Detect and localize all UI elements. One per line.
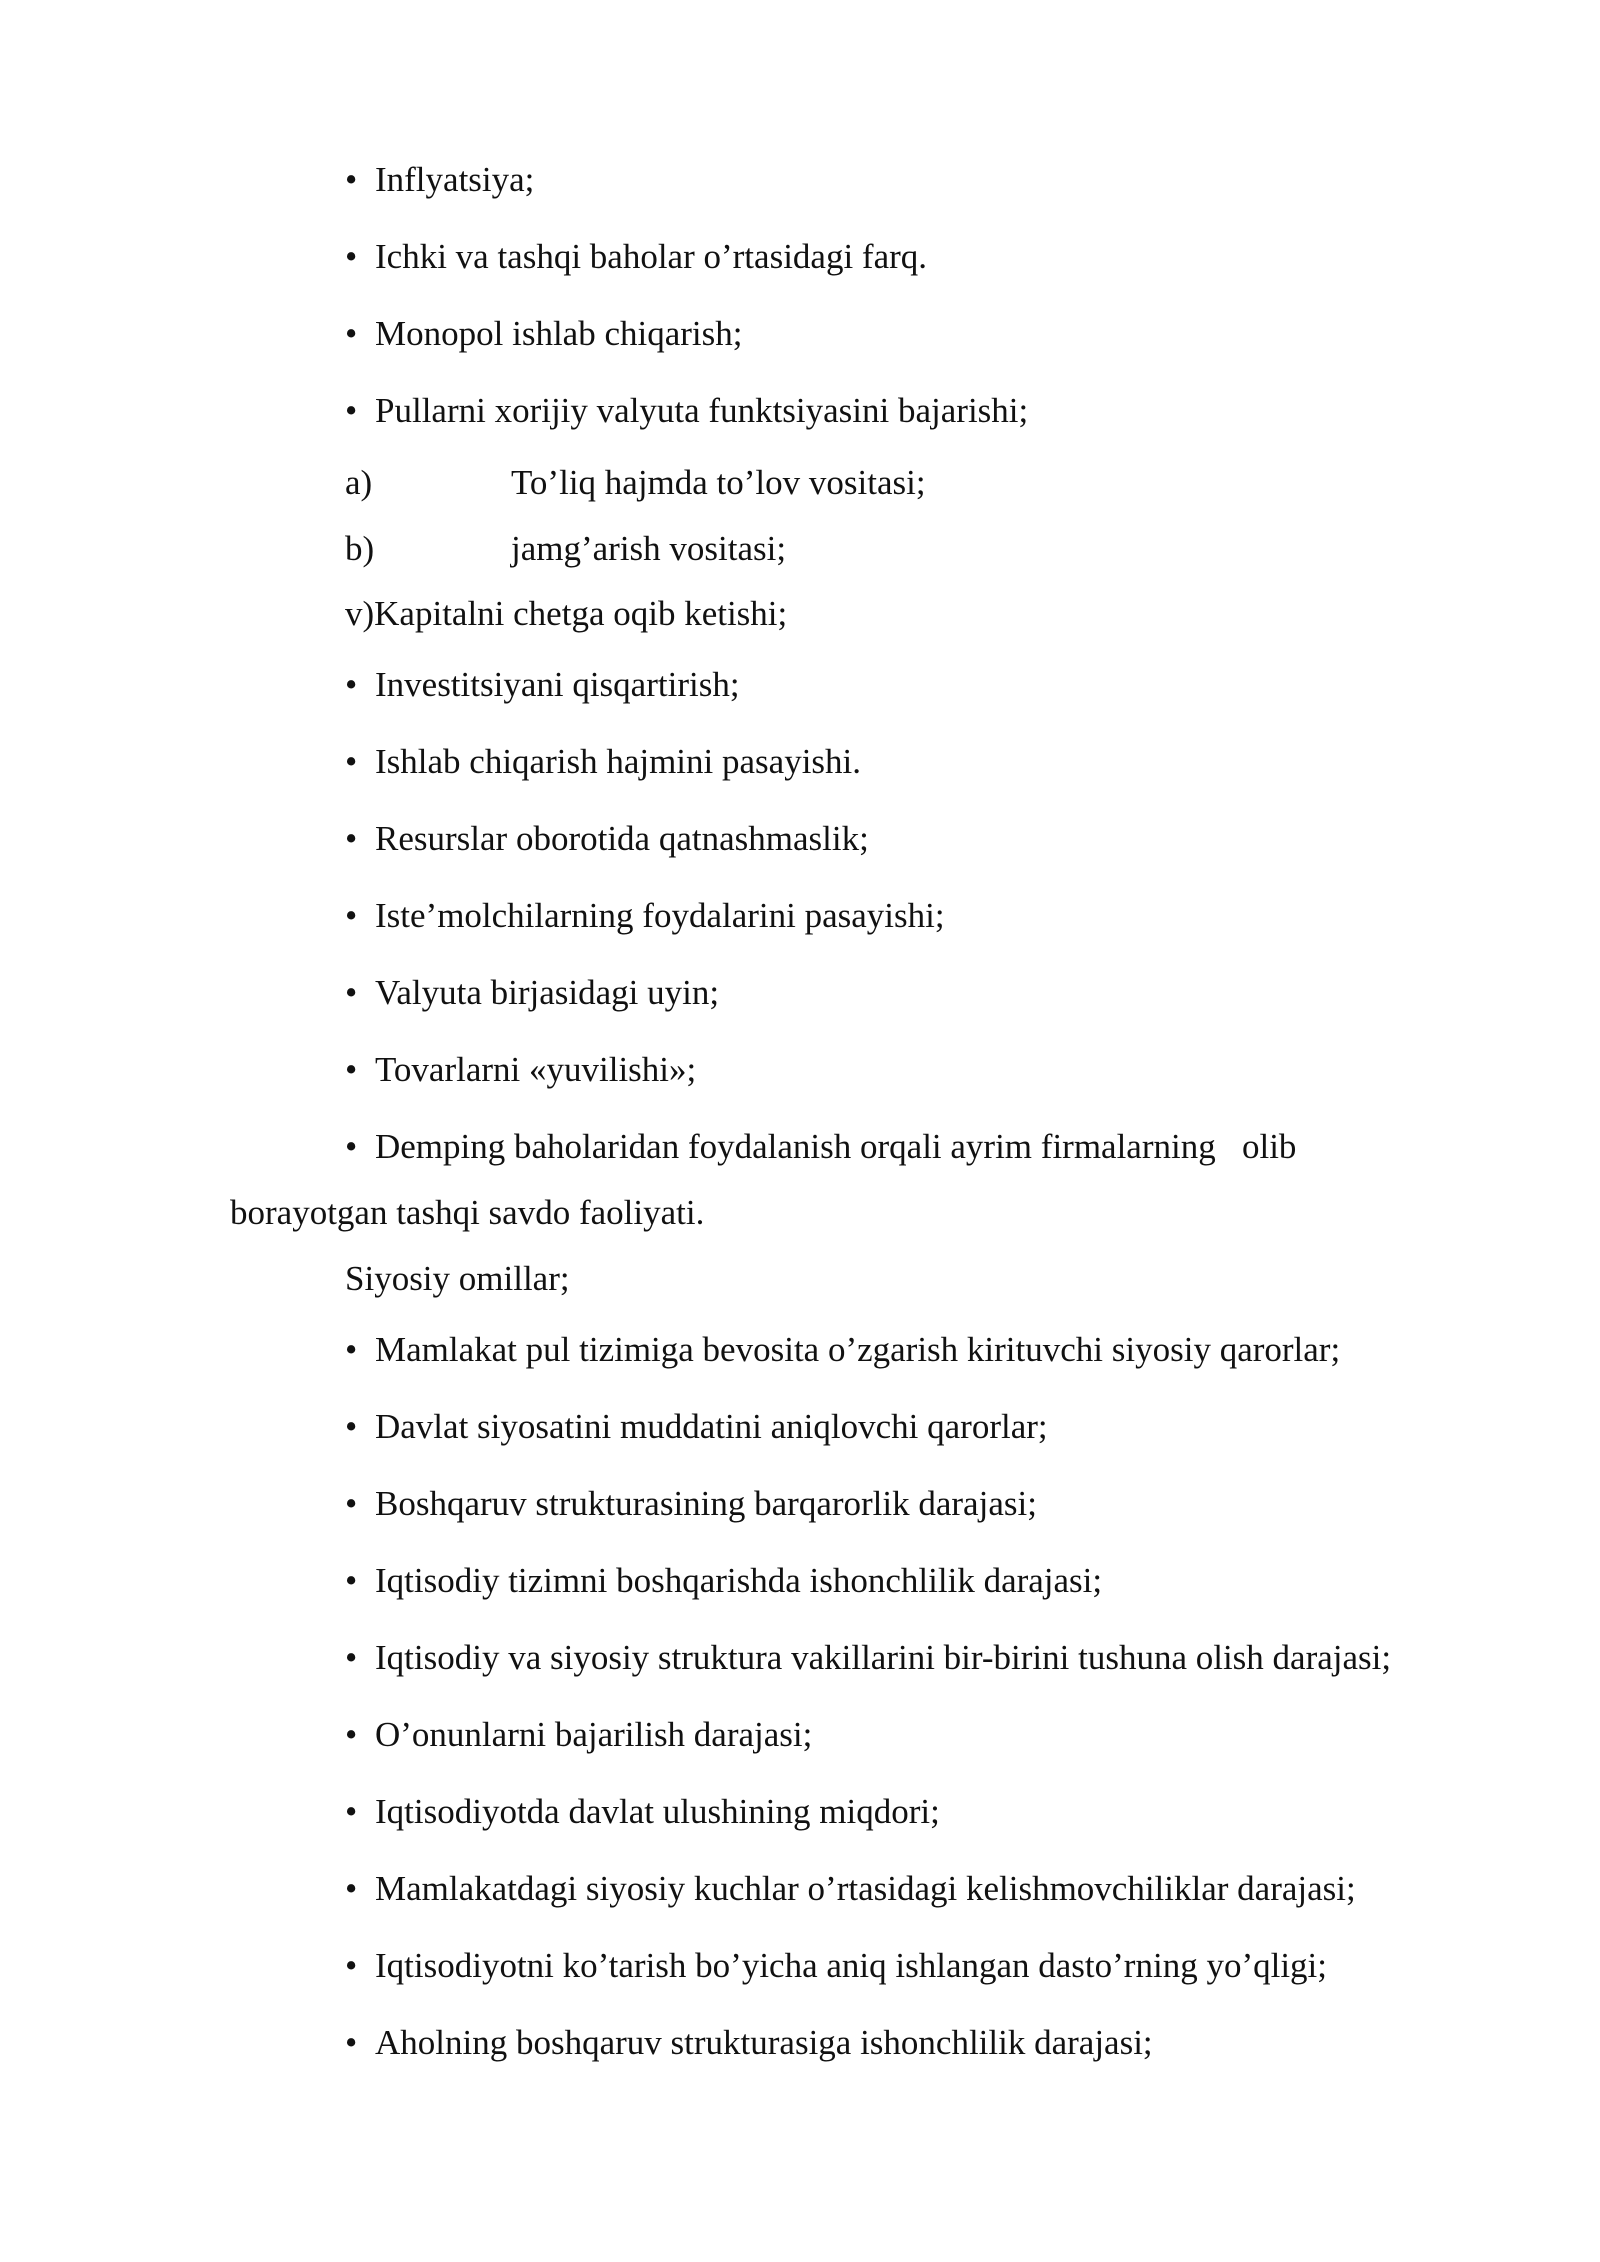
list-item-continuation: borayotgan tashqi savdo faoliyati.: [230, 1193, 705, 1232]
list-item-text: Demping baholaridan foydalanish orqali ayrim firmalarning olib: [375, 1127, 1297, 1166]
bullet-icon: •: [345, 742, 358, 781]
list-item: [345, 1328, 1340, 1372]
bullet-icon: •: [345, 160, 358, 199]
bullet-icon: •: [345, 1792, 358, 1831]
list-item: [345, 1790, 940, 1834]
list-item: [345, 894, 945, 938]
sub-item-text: To’liq hajmda to’lov vositasi;: [511, 463, 926, 502]
list-item-text: O’onunlarni bajarilish darajasi;: [375, 1715, 813, 1754]
list-item: [345, 740, 861, 784]
list-item: [345, 235, 927, 279]
sub-item-marker: b): [345, 529, 375, 568]
list-item-text: Iqtisodiyotni ko’tarish bo’yicha aniq ishlangan dasto’rning yo’qligi;: [375, 1946, 1327, 1985]
list-item-text: Aholning boshqaruv strukturasiga ishonchlilik darajasi;: [375, 2023, 1153, 2062]
bullet-icon: •: [345, 1330, 358, 1369]
list-item-text: Ichki va tashqi baholar o’rtasidagi farq.: [375, 237, 928, 276]
list-item: [345, 1405, 1048, 1449]
list-item: [345, 1559, 1102, 1603]
list-item: [345, 1867, 1356, 1911]
list-item: [345, 663, 740, 707]
list-item-text: Iste’molchilarning foydalarini pasayishi;: [375, 896, 945, 935]
bullet-icon: •: [345, 314, 358, 353]
sub-item-text: jamg’arish vositasi;: [511, 529, 787, 568]
bullet-icon: •: [345, 237, 358, 276]
list-item-text: Mamlakat pul tizimiga bevosita o’zgarish kirituvchi siyosiy qarorlar;: [375, 1330, 1341, 1369]
list-item: [345, 1482, 1037, 1526]
bullet-icon: •: [345, 1407, 358, 1446]
bullet-icon: •: [345, 391, 358, 430]
list-item: [345, 1048, 696, 1092]
bullet-icon: •: [345, 1127, 358, 1166]
list-item-text: Iqtisodiy va siyosiy struktura vakillarini bir-birini tushuna olish darajasi;: [375, 1638, 1392, 1677]
list-item: [345, 389, 1028, 433]
list-item-text: Inflyatsiya;: [375, 160, 535, 199]
bullet-icon: •: [345, 1638, 358, 1677]
sub-item-marker: a): [345, 463, 373, 502]
list-item-text: Ishlab chiqarish hajmini pasayishi.: [375, 742, 862, 781]
list-item: [345, 158, 534, 202]
list-item-text: Boshqaruv strukturasining barqarorlik darajasi;: [375, 1484, 1037, 1523]
list-item-text: Investitsiyani qisqartirish;: [375, 665, 740, 704]
section-heading: Siyosiy omillar;: [345, 1259, 570, 1298]
list-item-text: Pullarni xorijiy valyuta funktsiyasini bajarishi;: [375, 391, 1029, 430]
list-item-text: Iqtisodiy tizimni boshqarishda ishonchlilik darajasi;: [375, 1561, 1103, 1600]
bullet-icon: •: [345, 1869, 358, 1908]
bullet-icon: •: [345, 1715, 358, 1754]
list-item: [345, 1636, 1391, 1680]
sub-list-item: v)Kapitalni chetga oqib ketishi;: [345, 594, 788, 633]
list-item: [345, 2021, 1153, 2065]
bullet-icon: •: [345, 1561, 358, 1600]
bullet-icon: •: [345, 1946, 358, 1985]
bullet-icon: •: [345, 973, 358, 1012]
list-item-text: Tovarlarni «yuvilishi»;: [375, 1050, 697, 1089]
bullet-icon: •: [345, 819, 358, 858]
bullet-icon: •: [345, 896, 358, 935]
list-item-text: Monopol ishlab chiqarish;: [375, 314, 743, 353]
list-item: [345, 817, 869, 861]
bullet-icon: •: [345, 2023, 358, 2062]
list-item: [345, 312, 742, 356]
list-item-text: Iqtisodiyotda davlat ulushining miqdori;: [375, 1792, 940, 1831]
sub-list-item: [345, 527, 786, 571]
sub-list-item: [345, 461, 926, 505]
bullet-icon: •: [345, 1484, 358, 1523]
list-item-text: Valyuta birjasidagi uyin;: [375, 973, 720, 1012]
bullet-icon: •: [345, 1050, 358, 1089]
list-item: [345, 1944, 1327, 1988]
list-item-text: Mamlakatdagi siyosiy kuchlar o’rtasidagi kelishmovchiliklar darajasi;: [375, 1869, 1356, 1908]
bullet-icon: •: [345, 665, 358, 704]
list-item-text: Resurslar oborotida qatnashmaslik;: [375, 819, 869, 858]
list-item-text: Davlat siyosatini muddatini aniqlovchi qarorlar;: [375, 1407, 1048, 1446]
list-item: [345, 971, 719, 1015]
list-item: [345, 1125, 1296, 1169]
list-item: [345, 1713, 812, 1757]
